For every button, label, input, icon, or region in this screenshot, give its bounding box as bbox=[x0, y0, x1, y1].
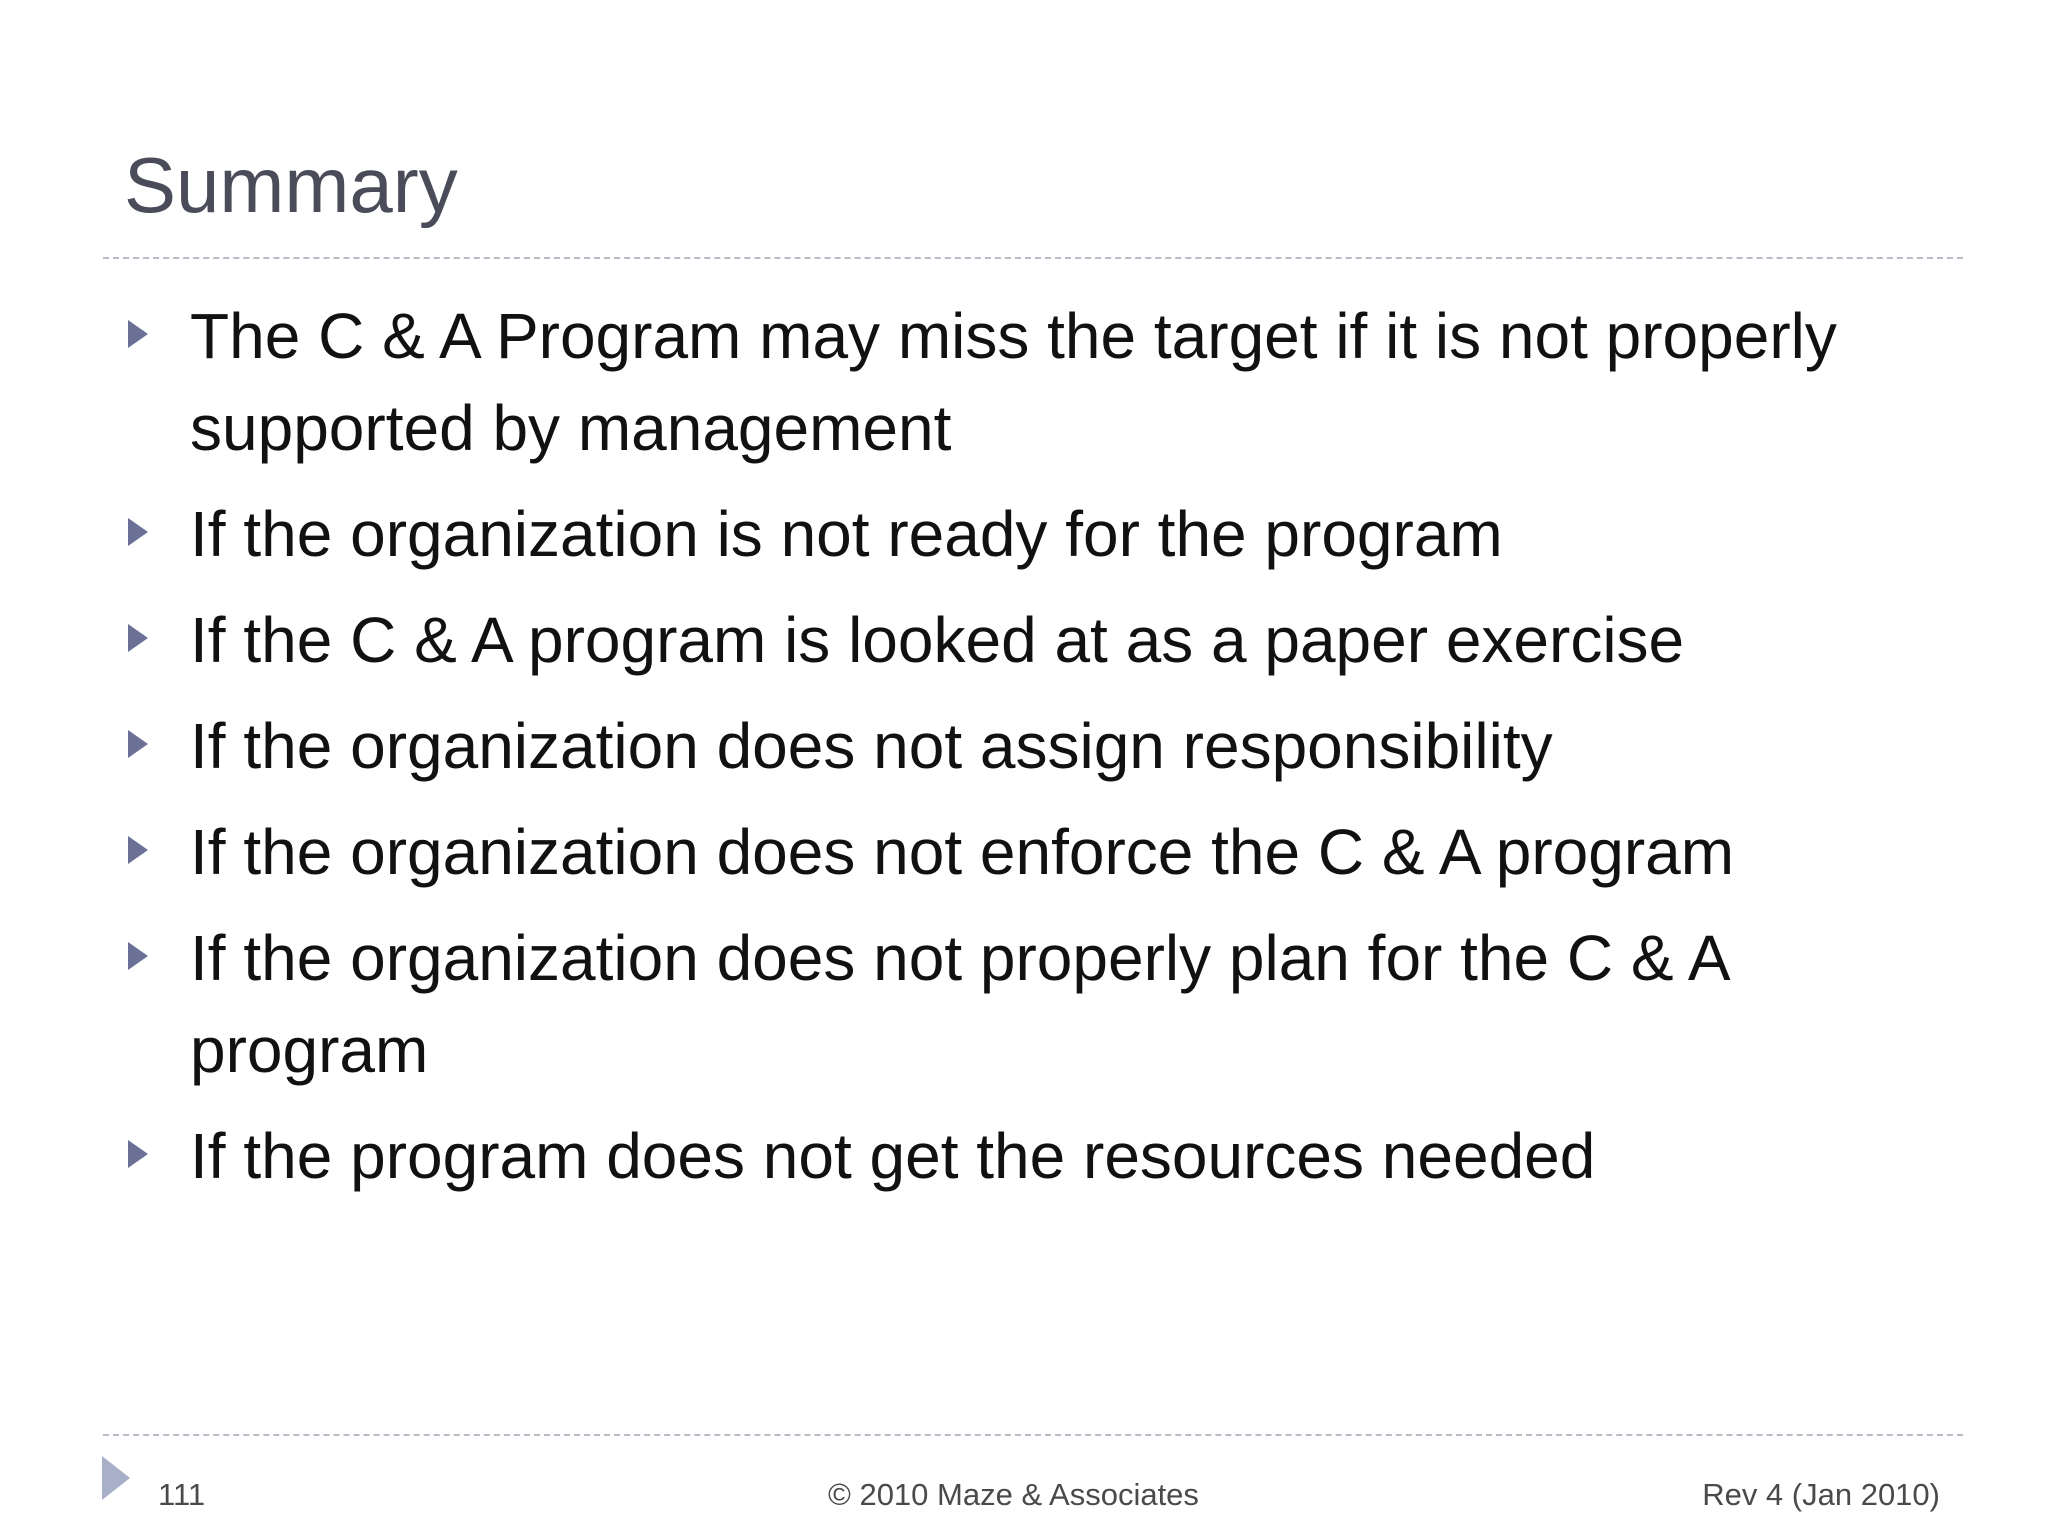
bullet-item bbox=[128, 290, 1908, 474]
slide-number: 111 bbox=[158, 1477, 206, 1512]
bullet-text: If the C & A program is looked at as a paper exercise bbox=[190, 604, 1685, 676]
revision-text: Rev 4 (Jan 2010) bbox=[1702, 1477, 1940, 1512]
bullet-list bbox=[128, 290, 1908, 1216]
copyright-text: © 2010 Maze & Associates bbox=[828, 1477, 1199, 1512]
footer-divider bbox=[103, 1434, 1963, 1436]
bullet-item bbox=[128, 594, 1908, 686]
bullet-text: If the program does not get the resources needed bbox=[190, 1120, 1596, 1192]
triangle-right-icon bbox=[128, 730, 148, 758]
bullet-text: If the organization does not enforce the C & A program bbox=[190, 816, 1735, 888]
bullet-item bbox=[128, 700, 1908, 792]
triangle-right-icon bbox=[128, 1140, 148, 1168]
bullet-text: If the organization does not properly plan for the C & A program bbox=[190, 922, 1727, 1086]
triangle-right-icon bbox=[128, 942, 148, 970]
bullet-text: If the organization is not ready for the program bbox=[190, 498, 1503, 570]
triangle-right-icon bbox=[128, 624, 148, 652]
bullet-item bbox=[128, 1110, 1908, 1202]
triangle-right-icon bbox=[102, 1456, 130, 1500]
title-divider bbox=[103, 257, 1963, 259]
bullet-text: The C & A Program may miss the target if it is not properly supported by management bbox=[190, 300, 1837, 464]
triangle-right-icon bbox=[128, 320, 148, 348]
triangle-right-icon bbox=[128, 836, 148, 864]
triangle-right-icon bbox=[128, 518, 148, 546]
bullet-item bbox=[128, 806, 1908, 898]
bullet-item bbox=[128, 488, 1908, 580]
bullet-text: If the organization does not assign responsibility bbox=[190, 710, 1553, 782]
slide-title: Summary bbox=[124, 141, 458, 229]
bullet-item bbox=[128, 912, 1908, 1096]
